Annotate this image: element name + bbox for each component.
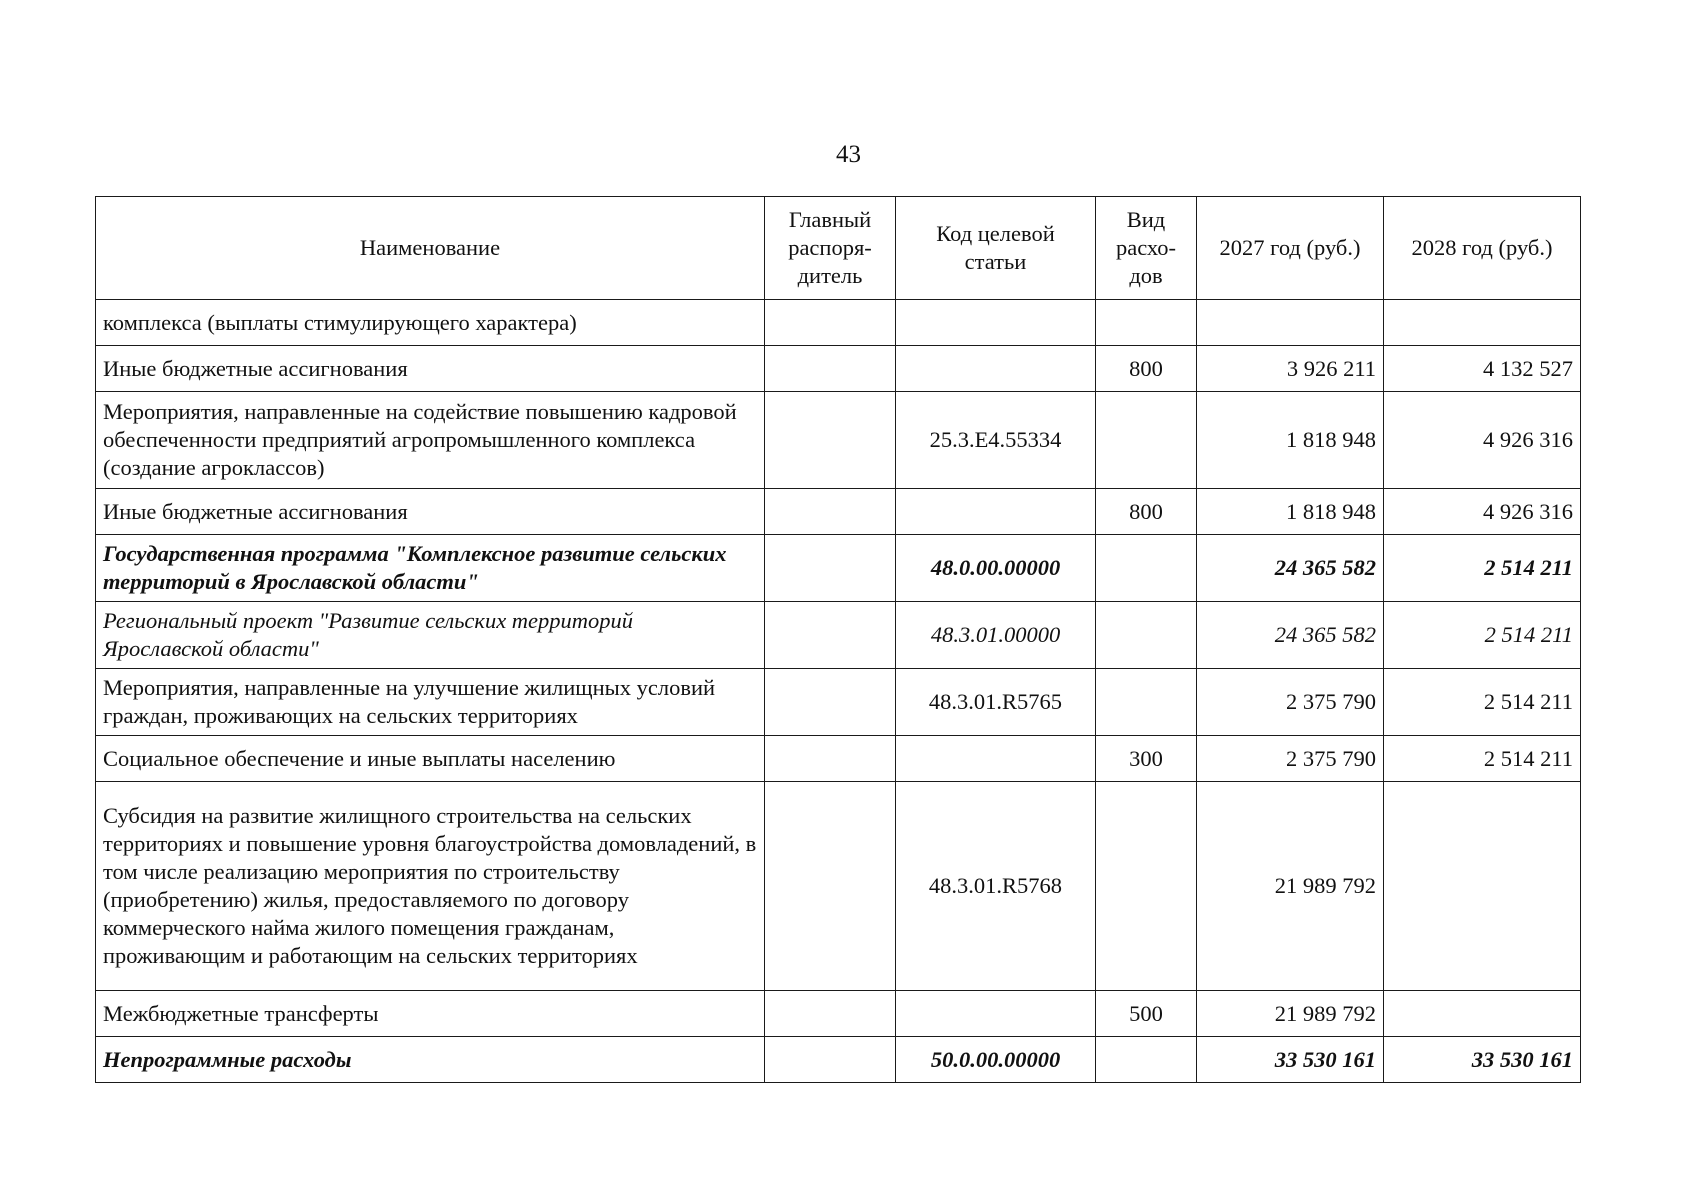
- cell-code: [896, 300, 1096, 346]
- cell-admin: [765, 300, 896, 346]
- cell-type: 800: [1096, 346, 1197, 392]
- cell-admin: [765, 489, 896, 535]
- cell-type: [1096, 602, 1197, 669]
- cell-type: [1096, 669, 1197, 736]
- cell-2028: 33 530 161: [1384, 1037, 1581, 1083]
- cell-2028: 2 514 211: [1384, 736, 1581, 782]
- cell-admin: [765, 991, 896, 1037]
- cell-code: 25.3.E4.55334: [896, 392, 1096, 489]
- header-admin: Главный распоря-дитель: [765, 197, 896, 300]
- cell-2028: 4 132 527: [1384, 346, 1581, 392]
- cell-admin: [765, 346, 896, 392]
- cell-code: 48.0.00.00000: [896, 535, 1096, 602]
- cell-2027: 2 375 790: [1197, 669, 1384, 736]
- cell-name: Межбюджетные трансферты: [96, 991, 765, 1037]
- cell-name: комплекса (выплаты стимулирующего характера): [96, 300, 765, 346]
- cell-2027: 24 365 582: [1197, 535, 1384, 602]
- cell-2028: 2 514 211: [1384, 535, 1581, 602]
- budget-table: [95, 196, 1581, 1083]
- cell-code: 48.3.01.00000: [896, 602, 1096, 669]
- cell-name: Иные бюджетные ассигнования: [96, 489, 765, 535]
- cell-code: 50.0.00.00000: [896, 1037, 1096, 1083]
- cell-type: [1096, 1037, 1197, 1083]
- table-row: [96, 669, 1581, 736]
- cell-2027: 2 375 790: [1197, 736, 1384, 782]
- cell-code: [896, 991, 1096, 1037]
- cell-name: Региональный проект "Развитие сельских территорий Ярославской области": [96, 602, 765, 669]
- cell-name: Непрограммные расходы: [96, 1037, 765, 1083]
- table-row: [96, 489, 1581, 535]
- table-row: [96, 782, 1581, 991]
- cell-name: Мероприятия, направленные на улучшение жилищных условий граждан, проживающих на сельских территориях: [96, 669, 765, 736]
- cell-code: [896, 346, 1096, 392]
- cell-2027: 24 365 582: [1197, 602, 1384, 669]
- header-name: Наименование: [96, 197, 765, 300]
- header-row: [96, 197, 1581, 300]
- table-row: [96, 392, 1581, 489]
- table-row: [96, 602, 1581, 669]
- table-row: [96, 300, 1581, 346]
- page-number: 43: [836, 141, 861, 168]
- cell-2028: 2 514 211: [1384, 669, 1581, 736]
- table-row: [96, 535, 1581, 602]
- table-row: [96, 346, 1581, 392]
- header-type: Вид расхо-дов: [1096, 197, 1197, 300]
- cell-code: 48.3.01.R5765: [896, 669, 1096, 736]
- cell-2027: 3 926 211: [1197, 346, 1384, 392]
- cell-admin: [765, 782, 896, 991]
- cell-admin: [765, 602, 896, 669]
- cell-2027: 1 818 948: [1197, 392, 1384, 489]
- header-2027: 2027 год (руб.): [1197, 197, 1384, 300]
- cell-type: [1096, 392, 1197, 489]
- cell-2027: 21 989 792: [1197, 782, 1384, 991]
- cell-type: 300: [1096, 736, 1197, 782]
- cell-2028: 2 514 211: [1384, 602, 1581, 669]
- cell-admin: [765, 392, 896, 489]
- cell-name: Субсидия на развитие жилищного строительства на сельских территориях и повышение уровня благоустройства домовладений, в том числе реализацию мероприятия по строительству (приобретению) жилья, предоставляемого по договору коммерческого найма жилого помещения гражданам, проживающим и работающим на сельских территориях: [96, 782, 765, 991]
- cell-2027: 33 530 161: [1197, 1037, 1384, 1083]
- cell-code: 48.3.01.R5768: [896, 782, 1096, 991]
- cell-2027: 1 818 948: [1197, 489, 1384, 535]
- cell-2027: 21 989 792: [1197, 991, 1384, 1037]
- cell-type: 500: [1096, 991, 1197, 1037]
- header-2028: 2028 год (руб.): [1384, 197, 1581, 300]
- table-row: [96, 736, 1581, 782]
- cell-admin: [765, 1037, 896, 1083]
- cell-type: [1096, 782, 1197, 991]
- cell-2028: [1384, 300, 1581, 346]
- cell-type: 800: [1096, 489, 1197, 535]
- cell-name: Мероприятия, направленные на содействие повышению кадровой обеспеченности предприятий агропромышленного комплекса (создание агроклассов): [96, 392, 765, 489]
- cell-2028: 4 926 316: [1384, 489, 1581, 535]
- cell-code: [896, 489, 1096, 535]
- cell-name: Государственная программа "Комплексное развитие сельских территорий в Ярославской области": [96, 535, 765, 602]
- cell-type: [1096, 300, 1197, 346]
- cell-admin: [765, 669, 896, 736]
- cell-name: Социальное обеспечение и иные выплаты населению: [96, 736, 765, 782]
- cell-type: [1096, 535, 1197, 602]
- cell-name: Иные бюджетные ассигнования: [96, 346, 765, 392]
- cell-admin: [765, 736, 896, 782]
- table-row: [96, 1037, 1581, 1083]
- cell-2028: 4 926 316: [1384, 392, 1581, 489]
- cell-2027: [1197, 300, 1384, 346]
- cell-code: [896, 736, 1096, 782]
- cell-2028: [1384, 991, 1581, 1037]
- cell-2028: [1384, 782, 1581, 991]
- cell-admin: [765, 535, 896, 602]
- header-code: Код целевой статьи: [896, 197, 1096, 300]
- table-row: [96, 991, 1581, 1037]
